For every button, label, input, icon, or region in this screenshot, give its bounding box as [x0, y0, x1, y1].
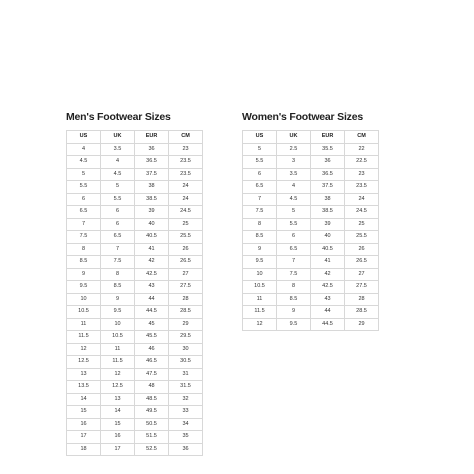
table-cell-eur: 51.5: [135, 431, 169, 444]
table-cell-cm: 23.5: [169, 168, 203, 181]
table-cell-uk: 16: [101, 431, 135, 444]
table-cell-uk: 17: [101, 443, 135, 456]
table-cell-us: 8: [67, 243, 101, 256]
table-row: [67, 281, 203, 294]
table-cell-uk: 7: [101, 243, 135, 256]
table-cell-cm: 22: [345, 143, 379, 156]
table-cell-uk: 5.5: [277, 218, 311, 231]
table-cell-us: 12.5: [67, 356, 101, 369]
table-cell-eur: 48: [135, 381, 169, 394]
table-cell-eur: 35.5: [311, 143, 345, 156]
table-cell-eur: 37.5: [311, 181, 345, 194]
table-row: [67, 356, 203, 369]
table-cell-uk: 5: [277, 206, 311, 219]
table-cell-us: 9: [67, 268, 101, 281]
table-cell-uk: 4.5: [277, 193, 311, 206]
table-cell-eur: 36: [135, 143, 169, 156]
table-row: [67, 293, 203, 306]
table-row: [67, 306, 203, 319]
column-header-us: US: [67, 131, 101, 144]
table-cell-us: 5.5: [243, 156, 277, 169]
table-cell-uk: 8.5: [277, 293, 311, 306]
table-cell-us: 10.5: [243, 281, 277, 294]
table-cell-uk: 6: [101, 218, 135, 231]
mens-size-title: Men's Footwear Sizes: [66, 111, 171, 123]
table-cell-us: 13.5: [67, 381, 101, 394]
table-row: [243, 318, 379, 331]
table-cell-cm: 35: [169, 431, 203, 444]
table-row: [67, 431, 203, 444]
table-cell-cm: 24: [169, 181, 203, 194]
table-row: [67, 206, 203, 219]
table-cell-us: 7: [243, 193, 277, 206]
table-cell-eur: 52.5: [135, 443, 169, 456]
table-cell-us: 15: [67, 406, 101, 419]
table-cell-us: 4: [67, 143, 101, 156]
table-cell-us: 10: [243, 268, 277, 281]
table-row: [67, 368, 203, 381]
table-cell-cm: 30.5: [169, 356, 203, 369]
table-cell-eur: 40: [135, 218, 169, 231]
table-cell-cm: 29: [345, 318, 379, 331]
table-row: [243, 206, 379, 219]
table-row: [67, 181, 203, 194]
table-cell-us: 6.5: [243, 181, 277, 194]
table-row: [67, 243, 203, 256]
table-row: [243, 218, 379, 231]
table-cell-uk: 4: [277, 181, 311, 194]
table-cell-uk: 2.5: [277, 143, 311, 156]
table-cell-uk: 14: [101, 406, 135, 419]
table-cell-eur: 49.5: [135, 406, 169, 419]
table-cell-uk: 12: [101, 368, 135, 381]
table-cell-eur: 36.5: [311, 168, 345, 181]
table-row: [243, 156, 379, 169]
table-row: [243, 306, 379, 319]
table-row: [67, 418, 203, 431]
table-cell-us: 9: [243, 243, 277, 256]
mens-size-section: [66, 110, 203, 456]
table-cell-cm: 36: [169, 443, 203, 456]
table-row: [67, 381, 203, 394]
table-cell-uk: 7: [277, 256, 311, 269]
table-cell-eur: 47.5: [135, 368, 169, 381]
table-cell-uk: 12.5: [101, 381, 135, 394]
table-cell-uk: 10.5: [101, 331, 135, 344]
table-cell-eur: 42.5: [311, 281, 345, 294]
table-cell-cm: 30: [169, 343, 203, 356]
table-cell-us: 16: [67, 418, 101, 431]
table-cell-eur: 39: [311, 218, 345, 231]
table-cell-us: 6: [67, 193, 101, 206]
table-cell-us: 12: [67, 343, 101, 356]
table-row: [67, 318, 203, 331]
table-cell-cm: 24.5: [345, 206, 379, 219]
table-cell-uk: 5: [101, 181, 135, 194]
table-body: [67, 143, 203, 456]
table-cell-eur: 40.5: [311, 243, 345, 256]
table-cell-cm: 25: [169, 218, 203, 231]
table-row: [243, 143, 379, 156]
table-cell-uk: 4.5: [101, 168, 135, 181]
table-cell-uk: 3: [277, 156, 311, 169]
table-cell-uk: 8: [277, 281, 311, 294]
table-cell-uk: 5.5: [101, 193, 135, 206]
table-cell-cm: 31: [169, 368, 203, 381]
table-row: [243, 281, 379, 294]
table-cell-cm: 25: [345, 218, 379, 231]
column-header-uk: UK: [101, 131, 135, 144]
table-cell-cm: 25.5: [345, 231, 379, 244]
table-cell-uk: 11.5: [101, 356, 135, 369]
table-cell-cm: 34: [169, 418, 203, 431]
table-cell-us: 8.5: [67, 256, 101, 269]
column-header-eur: EUR: [135, 131, 169, 144]
table-cell-uk: 9: [277, 306, 311, 319]
table-cell-eur: 46.5: [135, 356, 169, 369]
table-cell-cm: 24.5: [169, 206, 203, 219]
table-cell-eur: 36.5: [135, 156, 169, 169]
table-cell-eur: 36: [311, 156, 345, 169]
table-row: [67, 406, 203, 419]
table-cell-us: 13: [67, 368, 101, 381]
table-row: [67, 156, 203, 169]
table-cell-uk: 3.5: [277, 168, 311, 181]
table-row: [67, 256, 203, 269]
table-row: [243, 256, 379, 269]
table-cell-uk: 6: [101, 206, 135, 219]
table-cell-eur: 37.5: [135, 168, 169, 181]
table-cell-us: 14: [67, 393, 101, 406]
table-cell-us: 6.5: [67, 206, 101, 219]
table-cell-us: 18: [67, 443, 101, 456]
table-row: [67, 343, 203, 356]
table-cell-us: 11: [67, 318, 101, 331]
table-cell-uk: 6.5: [277, 243, 311, 256]
table-cell-uk: 7.5: [101, 256, 135, 269]
table-row: [67, 268, 203, 281]
table-row: [67, 393, 203, 406]
table-cell-eur: 43: [135, 281, 169, 294]
womens-size-section: [242, 110, 379, 331]
table-cell-eur: 44.5: [135, 306, 169, 319]
table-cell-eur: 40: [311, 231, 345, 244]
table-row: [243, 231, 379, 244]
table-cell-us: 17: [67, 431, 101, 444]
table-cell-cm: 32: [169, 393, 203, 406]
table-cell-eur: 38: [311, 193, 345, 206]
table-cell-cm: 28.5: [169, 306, 203, 319]
table-cell-cm: 29: [169, 318, 203, 331]
table-cell-uk: 8.5: [101, 281, 135, 294]
mens-size-table: [66, 130, 203, 456]
table-cell-eur: 50.5: [135, 418, 169, 431]
table-header-row: [243, 131, 379, 144]
table-cell-us: 8.5: [243, 231, 277, 244]
table-cell-us: 10.5: [67, 306, 101, 319]
table-cell-us: 12: [243, 318, 277, 331]
table-cell-cm: 27: [169, 268, 203, 281]
table-cell-eur: 46: [135, 343, 169, 356]
table-cell-cm: 27: [345, 268, 379, 281]
table-cell-cm: 26: [345, 243, 379, 256]
table-cell-cm: 23: [345, 168, 379, 181]
table-cell-us: 7.5: [67, 231, 101, 244]
table-cell-cm: 24: [345, 193, 379, 206]
table-cell-us: 9.5: [243, 256, 277, 269]
table-row: [67, 231, 203, 244]
table-cell-cm: 26.5: [169, 256, 203, 269]
table-cell-uk: 4: [101, 156, 135, 169]
table-cell-us: 11.5: [243, 306, 277, 319]
table-cell-cm: 24: [169, 193, 203, 206]
column-header-cm: CM: [345, 131, 379, 144]
table-cell-us: 7.5: [243, 206, 277, 219]
table-row: [243, 293, 379, 306]
table-cell-eur: 40.5: [135, 231, 169, 244]
table-cell-cm: 23.5: [345, 181, 379, 194]
table-cell-us: 5: [243, 143, 277, 156]
table-cell-us: 4.5: [67, 156, 101, 169]
table-cell-uk: 11: [101, 343, 135, 356]
table-cell-cm: 33: [169, 406, 203, 419]
table-cell-eur: 44: [311, 306, 345, 319]
table-cell-us: 9.5: [67, 281, 101, 294]
table-row: [67, 331, 203, 344]
table-cell-cm: 28.5: [345, 306, 379, 319]
table-row: [243, 193, 379, 206]
table-row: [243, 168, 379, 181]
table-cell-uk: 13: [101, 393, 135, 406]
table-cell-eur: 38.5: [135, 193, 169, 206]
table-cell-cm: 28: [169, 293, 203, 306]
column-header-eur: EUR: [311, 131, 345, 144]
table-cell-us: 11.5: [67, 331, 101, 344]
column-header-cm: CM: [169, 131, 203, 144]
column-header-us: US: [243, 131, 277, 144]
womens-size-title: Women's Footwear Sizes: [242, 111, 364, 123]
table-cell-cm: 22.5: [345, 156, 379, 169]
table-cell-uk: 9.5: [277, 318, 311, 331]
table-cell-uk: 10: [101, 318, 135, 331]
table-cell-cm: 31.5: [169, 381, 203, 394]
table-cell-uk: 6.5: [101, 231, 135, 244]
table-cell-eur: 38: [135, 181, 169, 194]
table-cell-cm: 29.5: [169, 331, 203, 344]
table-row: [67, 143, 203, 156]
table-row: [243, 268, 379, 281]
table-row: [243, 243, 379, 256]
table-cell-uk: 6: [277, 231, 311, 244]
table-cell-cm: 25.5: [169, 231, 203, 244]
table-cell-cm: 27.5: [169, 281, 203, 294]
table-cell-us: 10: [67, 293, 101, 306]
table-cell-cm: 23.5: [169, 156, 203, 169]
table-cell-cm: 23: [169, 143, 203, 156]
table-cell-us: 11: [243, 293, 277, 306]
table-cell-us: 5.5: [67, 181, 101, 194]
table-cell-eur: 41: [311, 256, 345, 269]
table-cell-eur: 39: [135, 206, 169, 219]
table-header-row: [67, 131, 203, 144]
table-cell-eur: 44.5: [311, 318, 345, 331]
table-row: [67, 218, 203, 231]
table-cell-eur: 45.5: [135, 331, 169, 344]
table-cell-eur: 42.5: [135, 268, 169, 281]
table-cell-uk: 15: [101, 418, 135, 431]
table-cell-us: 7: [67, 218, 101, 231]
column-header-uk: UK: [277, 131, 311, 144]
table-cell-cm: 28: [345, 293, 379, 306]
table-cell-eur: 41: [135, 243, 169, 256]
table-cell-us: 8: [243, 218, 277, 231]
table-row: [243, 181, 379, 194]
table-body: [243, 143, 379, 331]
table-cell-uk: 8: [101, 268, 135, 281]
womens-size-table: [242, 130, 379, 331]
table-cell-cm: 27.5: [345, 281, 379, 294]
table-cell-eur: 48.5: [135, 393, 169, 406]
table-cell-eur: 45: [135, 318, 169, 331]
table-row: [67, 193, 203, 206]
table-cell-uk: 3.5: [101, 143, 135, 156]
table-cell-eur: 38.5: [311, 206, 345, 219]
table-cell-uk: 9: [101, 293, 135, 306]
table-cell-us: 5: [67, 168, 101, 181]
table-row: [67, 443, 203, 456]
table-cell-cm: 26.5: [345, 256, 379, 269]
table-cell-eur: 43: [311, 293, 345, 306]
table-cell-uk: 7.5: [277, 268, 311, 281]
table-cell-eur: 42: [311, 268, 345, 281]
table-cell-us: 6: [243, 168, 277, 181]
table-row: [67, 168, 203, 181]
table-cell-cm: 26: [169, 243, 203, 256]
table-cell-uk: 9.5: [101, 306, 135, 319]
table-cell-eur: 44: [135, 293, 169, 306]
table-cell-eur: 42: [135, 256, 169, 269]
